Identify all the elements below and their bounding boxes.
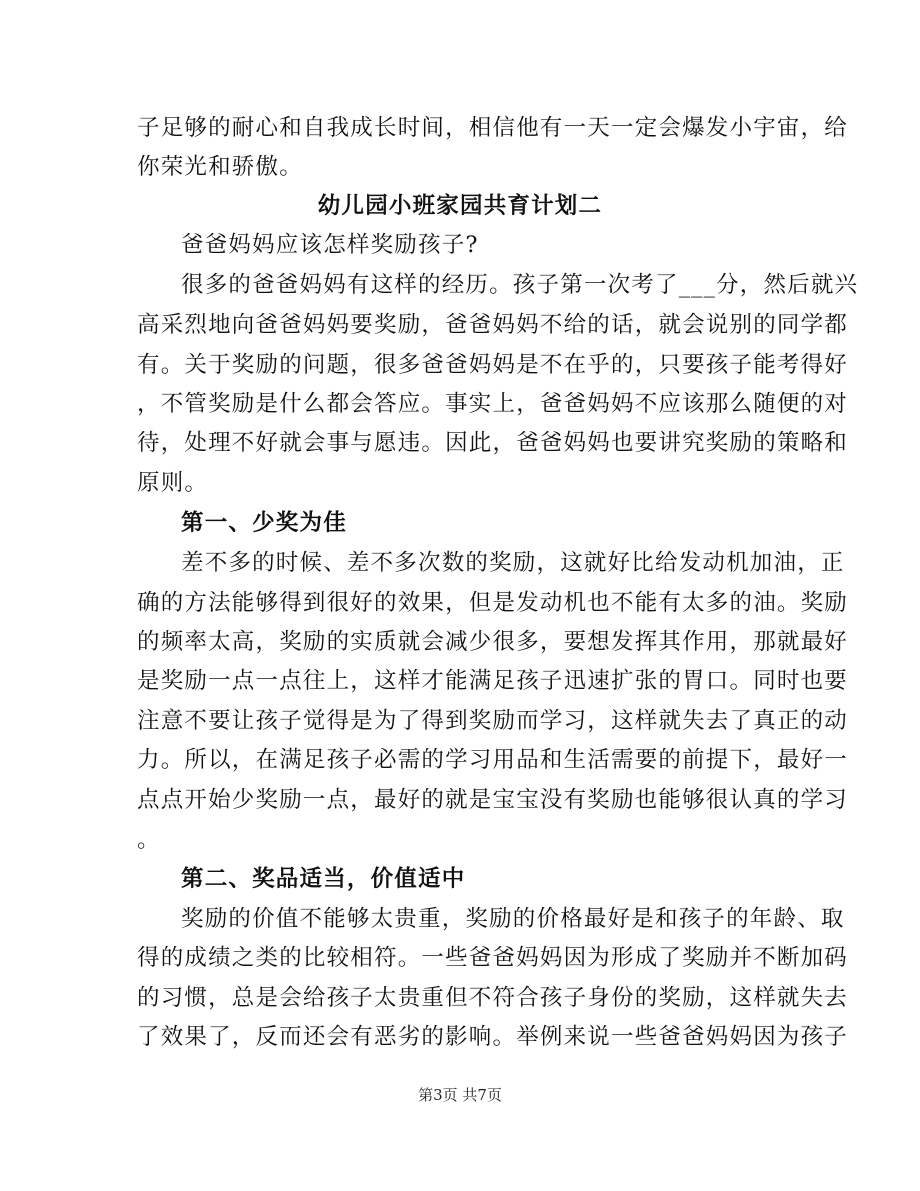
text-line: 确的方法能够得到很好的效果，但是发动机也不能有太多的油。奖励: [137, 590, 849, 616]
text-line: 力。所以，在满足孩子必需的学习用品和生活需要的前提下，最好一: [137, 747, 849, 773]
text-line: 了效果了，反而还会有恶劣的影响。举例来说一些爸爸妈妈因为孩子: [137, 1024, 849, 1050]
page-footer: 第3页 共7页: [418, 1086, 502, 1104]
text-line: 点点开始少奖励一点，最好的就是宝宝没有奖励也能够很认真的学习: [137, 787, 849, 813]
heading-2: 第二、奖品适当，价值适中: [181, 866, 466, 892]
text-line: 注意不要让孩子觉得是为了得到奖励而学习，这样就失去了真正的动: [137, 708, 849, 734]
text-line: 奖励的价值不能够太贵重，奖励的价格最好是和孩子的年龄、取: [181, 906, 845, 932]
text-line: 子足够的耐心和自我成长时间，相信他有一天一定会爆发小宇宙，给: [137, 115, 849, 141]
text-line: 的频率太高，奖励的实质就会减少很多，要想发挥其作用，那就最好: [137, 629, 849, 655]
text-line: 原则。: [137, 470, 209, 496]
heading-1: 第一、少奖为佳: [181, 510, 347, 536]
text-line: 你荣光和骄傲。: [137, 154, 303, 180]
question-line: 爸爸妈妈应该怎样奖励孩子?: [181, 232, 479, 258]
text-line: ，不管奖励是什么都会答应。事实上，爸爸妈妈不应该那么随便的对: [137, 391, 849, 417]
text-line: 是奖励一点一点往上，这样才能满足孩子迅速扩张的胃口。同时也要: [137, 668, 849, 694]
text-line: 待，处理不好就会事与愿违。因此，爸爸妈妈也要讲究奖励的策略和: [137, 430, 849, 456]
text-line: 高采烈地向爸爸妈妈要奖励，爸爸妈妈不给的话，就会说别的同学都: [137, 312, 849, 338]
text-line: 有。关于奖励的问题，很多爸爸妈妈是不在乎的，只要孩子能考得好: [137, 352, 849, 378]
text-line: 的习惯，总是会给孩子太贵重但不符合孩子身份的奖励，这样就失去: [137, 985, 849, 1011]
text-line: 很多的爸爸妈妈有这样的经历。孩子第一次考了___分，然后就兴: [181, 272, 859, 298]
text-line: 。: [137, 827, 161, 853]
text-line: 得的成绩之类的比较相符。一些爸爸妈妈因为形成了奖励并不断加码: [137, 945, 849, 971]
section-title: 幼儿园小班家园共育计划二: [317, 193, 603, 219]
text-line: 差不多的时候、差不多次数的奖励，这就好比给发动机加油，正: [181, 550, 845, 576]
